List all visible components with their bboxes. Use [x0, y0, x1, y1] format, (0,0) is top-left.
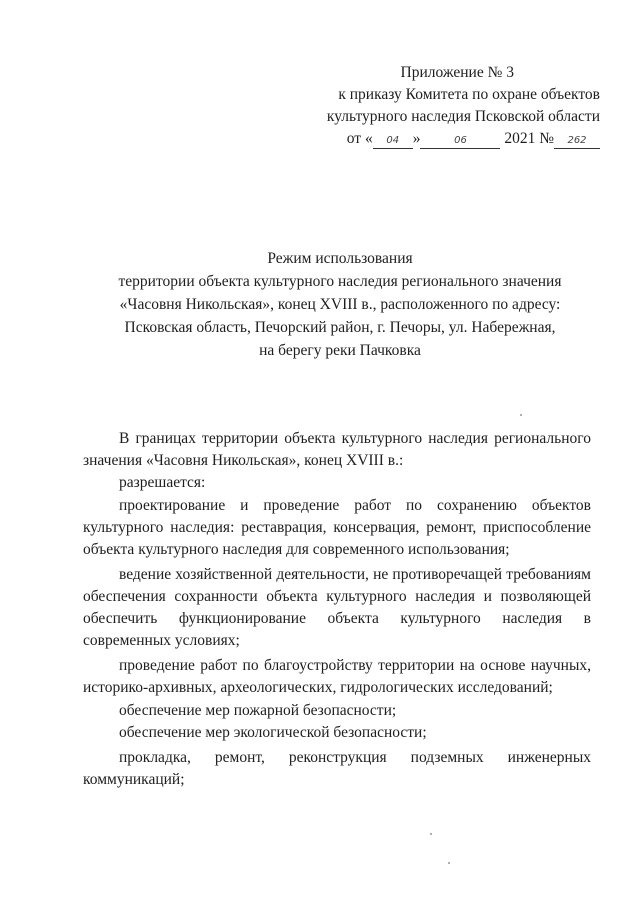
- title-line-1: Режим использования: [267, 250, 413, 267]
- appendix-date-line: [270, 128, 600, 150]
- title-line-5: на берегу реки Пачковка: [259, 342, 421, 359]
- document-body: [83, 428, 591, 791]
- list-item: обеспечение мер экологической безопасности;: [119, 724, 427, 741]
- allowed-heading: разрешается:: [119, 474, 206, 491]
- date-year: 2021 №: [504, 130, 554, 147]
- scan-speck: [448, 862, 450, 864]
- handwritten-day: 04: [373, 134, 413, 149]
- date-mid: »: [412, 130, 421, 147]
- handwritten-month: 06: [420, 134, 500, 149]
- title-line-4: Псковская область, Печорский район, г. Печоры, ул. Набережная,: [124, 319, 556, 336]
- handwritten-order-number: 262: [554, 134, 600, 149]
- appendix-committee: культурного наследия Псковской области: [326, 108, 600, 125]
- appendix-order-ref: к приказу Комитета по охране объектов: [338, 86, 600, 103]
- title-line-3: «Часовня Никольская», конец XVIII в., расположенного по адресу:: [119, 296, 561, 313]
- list-item: проектирование и проведение работ по сохранению объектов культурного наследия: реставрация, консервация, ремонт, приспособление объекта культурного наследия для современного использования;: [83, 497, 591, 558]
- document-title: [80, 247, 600, 362]
- intro-paragraph: В границах территории объекта культурного наследия регионального значения «Часовня Никольская», конец XVIII в.:: [83, 430, 591, 469]
- list-item: ведение хозяйственной деятельности, не противоречащей требованиям обеспечения сохранности объекта культурного наследия и позволяющей обеспечить функционирование объекта культурного наследия в современных условиях;: [83, 566, 591, 649]
- appendix-number: Приложение № 3: [400, 64, 514, 81]
- scan-speck: [520, 414, 522, 416]
- date-prefix: от «: [346, 130, 373, 147]
- list-item: проведение работ по благоустройству территории на основе научных, историко-архивных, археологических, гидрологических исследований;: [83, 657, 591, 696]
- list-item: прокладка, ремонт, реконструкция подземных инженерных коммуникаций;: [83, 749, 591, 788]
- list-item: обеспечение мер пожарной безопасности;: [119, 702, 397, 719]
- appendix-header: [270, 62, 600, 150]
- scan-speck: [430, 833, 432, 835]
- title-line-2: территории объекта культурного наследия регионального значения: [118, 273, 562, 290]
